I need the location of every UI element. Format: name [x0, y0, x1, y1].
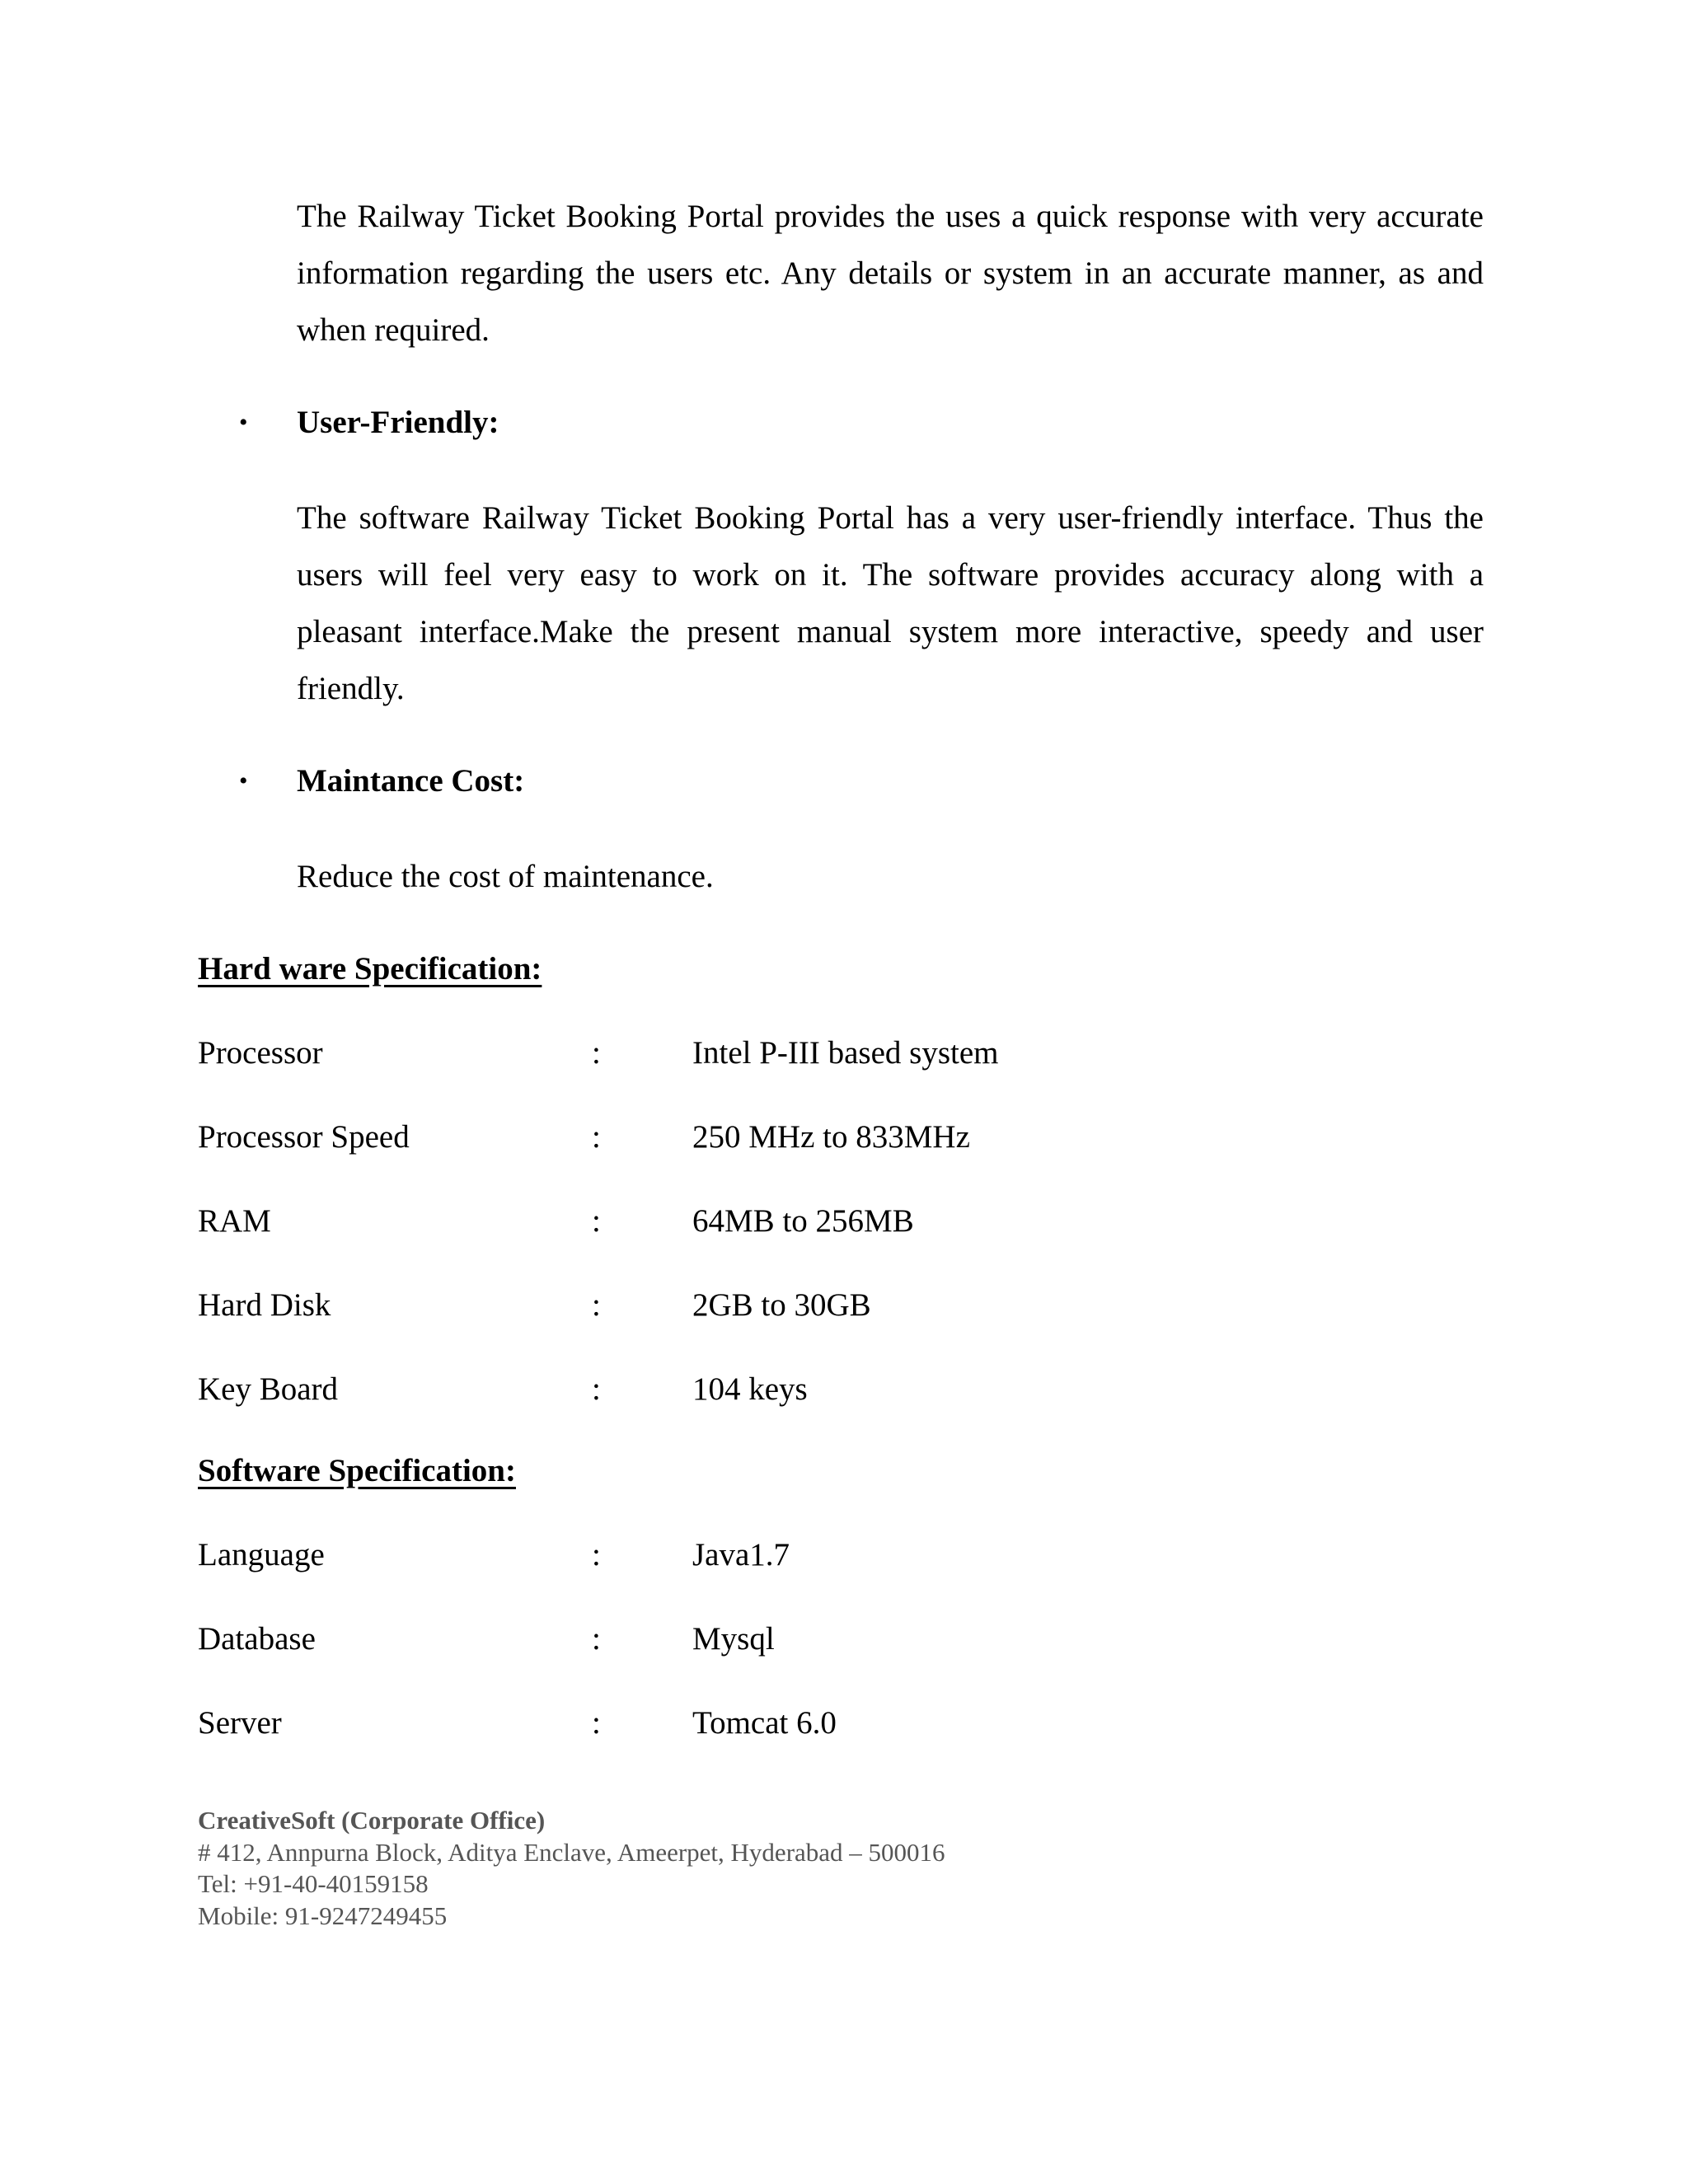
bullet-icon: • — [239, 767, 248, 794]
user-friendly-paragraph: The software Railway Ticket Booking Portal has a very user-friendly interface. Thus the users will feel very easy to work on it. The software provides accuracy along with a pleasant interface.Make the present manual system more interactive, speedy and user friendly. — [297, 500, 1484, 706]
spec-row — [198, 1029, 1187, 1113]
hardware-spec-table — [198, 1029, 1187, 1449]
footer-company: CreativeSoft (Corporate Office) — [198, 1806, 546, 1835]
spec-separator: : — [592, 1287, 601, 1323]
maintance-cost-paragraph: Reduce the cost of maintenance. — [297, 859, 714, 894]
spec-value: 64MB to 256MB — [692, 1203, 914, 1239]
spec-row — [198, 1113, 1187, 1197]
footer-mobile: Mobile: 91-9247249455 — [198, 1900, 448, 1930]
spec-label: Processor Speed — [198, 1119, 410, 1155]
spec-separator: : — [592, 1621, 601, 1657]
spec-separator: : — [592, 1035, 601, 1071]
software-spec-table — [198, 1530, 1187, 1783]
spec-label: Hard Disk — [198, 1287, 331, 1323]
spec-row — [198, 1615, 1187, 1699]
spec-separator: : — [592, 1119, 601, 1155]
spec-value: 250 MHz to 833MHz — [692, 1119, 970, 1155]
spec-value: 104 keys — [692, 1371, 808, 1407]
spec-separator: : — [592, 1371, 601, 1407]
spec-value: 2GB to 30GB — [692, 1287, 871, 1323]
bullet-heading: Maintance Cost: — [297, 763, 525, 799]
spec-label: Processor — [198, 1035, 323, 1071]
spec-row — [198, 1365, 1187, 1449]
spec-row — [198, 1197, 1187, 1281]
spec-label: RAM — [198, 1203, 271, 1239]
bullet-icon: • — [239, 409, 248, 436]
intro-paragraph: The Railway Ticket Booking Portal provides the uses a quick response with very accurate information regarding the users etc. Any details or system in an accurate manner, as and when required. — [297, 199, 1484, 348]
footer-contact — [198, 1805, 945, 1932]
bullet-heading: User-Friendly: — [297, 405, 499, 440]
spec-row — [198, 1530, 1187, 1615]
spec-row — [198, 1699, 1187, 1783]
spec-value: Tomcat 6.0 — [692, 1705, 837, 1741]
spec-value: Mysql — [692, 1621, 775, 1657]
spec-separator: : — [592, 1705, 601, 1741]
software-heading: Software Specification: — [198, 1453, 516, 1488]
spec-separator: : — [592, 1537, 601, 1572]
spec-label: Database — [198, 1621, 316, 1657]
footer-address: # 412, Annpurna Block, Aditya Enclave, Ameerpet, Hyderabad – 500016 — [198, 1837, 945, 1867]
footer-tel: Tel: +91-40-40159158 — [198, 1869, 429, 1898]
bullet-user-friendly — [239, 398, 499, 448]
spec-label: Language — [198, 1537, 325, 1572]
spec-row — [198, 1281, 1187, 1365]
hardware-heading: Hard ware Specification: — [198, 951, 542, 987]
spec-label: Server — [198, 1705, 282, 1741]
bullet-maintance-cost — [239, 757, 524, 806]
spec-value: Intel P-III based system — [692, 1035, 999, 1071]
spec-separator: : — [592, 1203, 601, 1239]
spec-label: Key Board — [198, 1371, 339, 1407]
spec-value: Java1.7 — [692, 1537, 790, 1572]
